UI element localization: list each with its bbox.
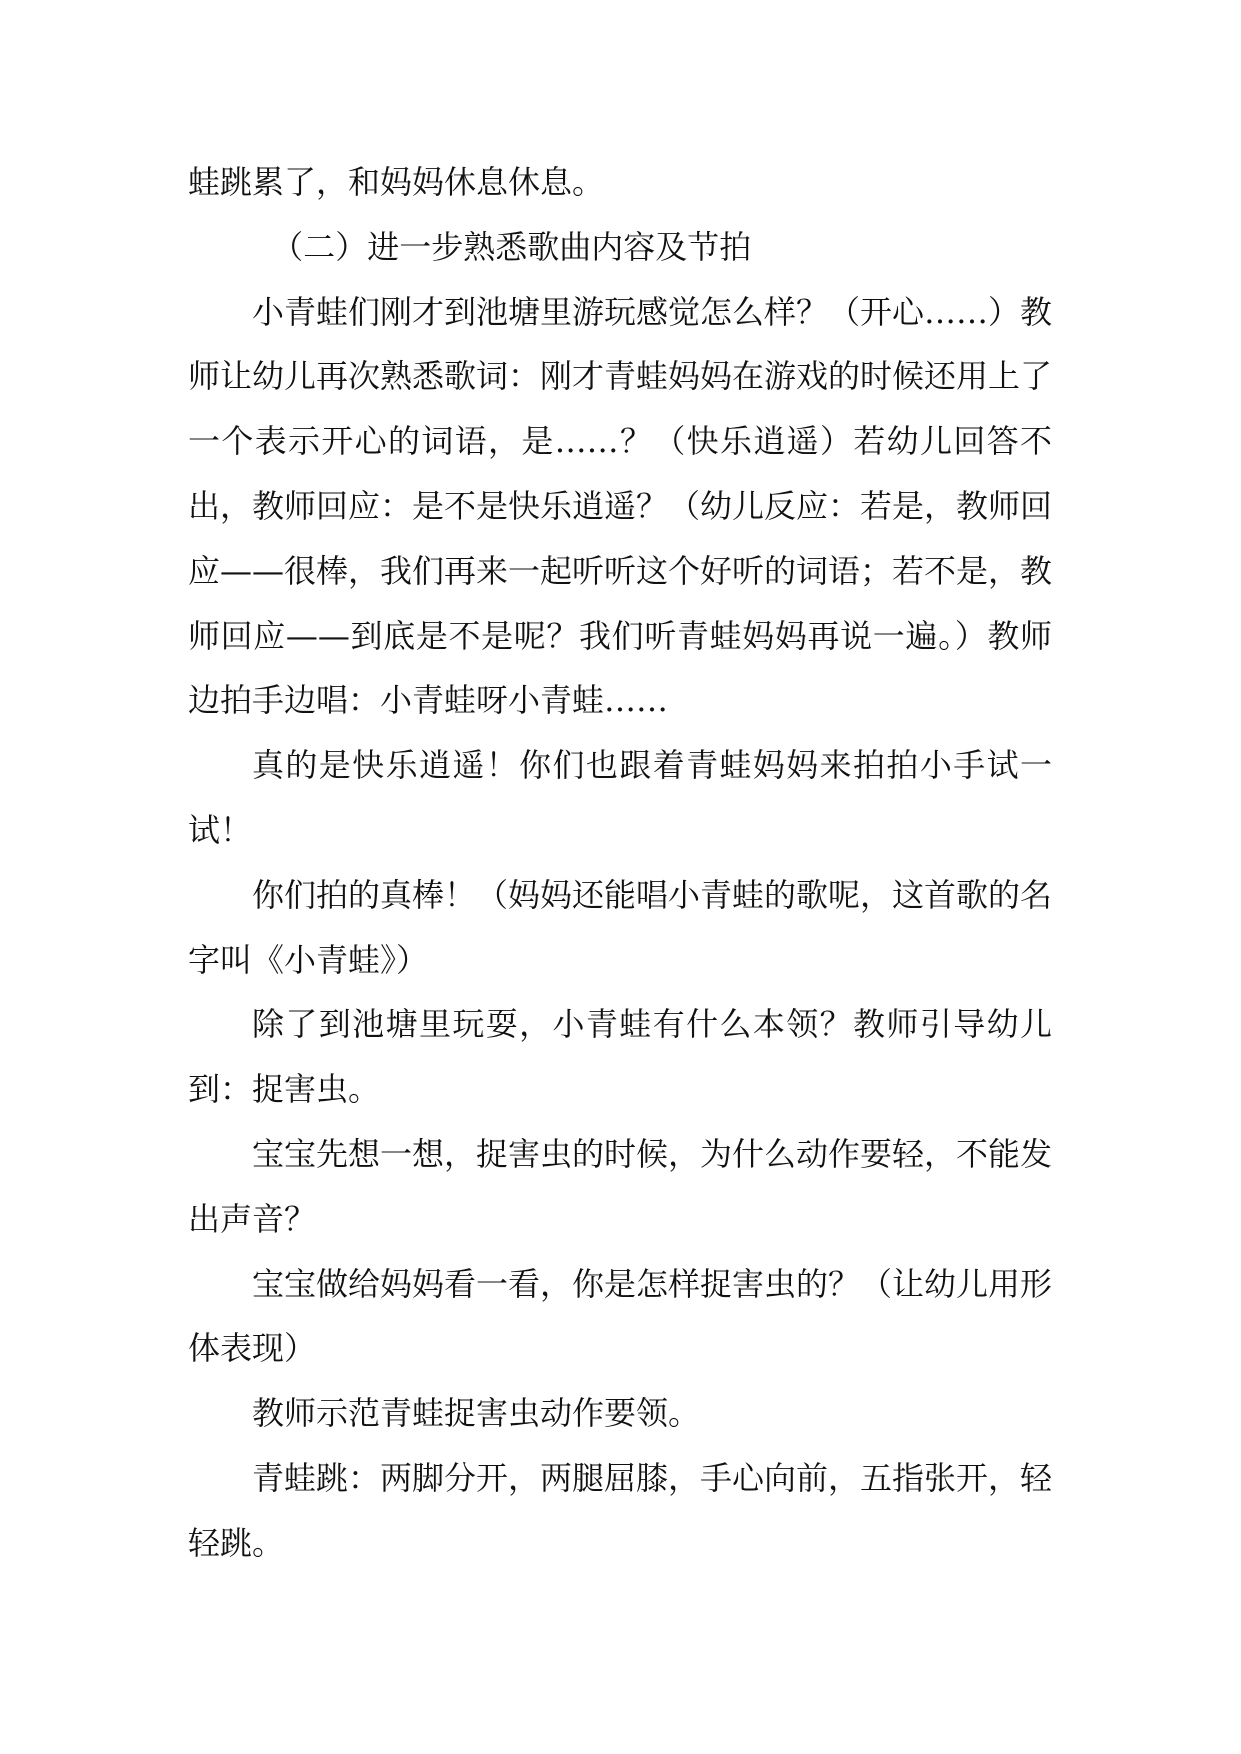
paragraph bbox=[188, 1122, 1052, 1252]
paragraph bbox=[188, 863, 1052, 993]
paragraph-continuation bbox=[188, 150, 1052, 215]
paragraph-text: 真的是快乐逍遥！你们也跟着青蛙妈妈来拍拍小手试一试！ bbox=[188, 746, 1052, 849]
paragraph bbox=[188, 733, 1052, 863]
paragraph bbox=[188, 1381, 1052, 1446]
paragraph bbox=[188, 280, 1052, 734]
paragraph-text: 宝宝先想一想，捉害虫的时候，为什么动作要轻，不能发出声音？ bbox=[188, 1134, 1053, 1238]
paragraph-text: 除了到池塘里玩耍，小青蛙有什么本领？教师引导幼儿到：捉害虫。 bbox=[188, 1005, 1052, 1109]
paragraph bbox=[188, 1252, 1052, 1382]
document-body bbox=[188, 150, 1052, 1576]
section-heading bbox=[188, 215, 1052, 280]
paragraph-text: 宝宝做给妈妈看一看，你是怎样捉害虫的？（让幼儿用形体表现） bbox=[188, 1264, 1053, 1368]
paragraph-text: 教师示范青蛙捉害虫动作要领。 bbox=[252, 1394, 701, 1433]
paragraph-text: 蛙跳累了，和妈妈休息休息。 bbox=[188, 163, 605, 201]
paragraph bbox=[188, 1446, 1052, 1576]
paragraph-text: 小青蛙们刚才到池塘里游玩感觉怎么样？（开心……）教师让幼儿再次熟悉歌词：刚才青蛙妈妈在游戏的时候还用上了一个表示开心的词语，是……？（快乐逍遥）若幼儿回答不出，教师回应：是不是快乐逍遥？（幼儿反应：若是，教师回应——很棒，我们再来一起听听这个好听的词语；若不是，教师回应——到底是不是呢？我们听青蛙妈妈再说一遍。）教师边拍手边唱：小青蛙呀小青蛙…… bbox=[188, 292, 1053, 720]
paragraph bbox=[188, 992, 1052, 1122]
paragraph-text: 你们拍的真棒！（妈妈还能唱小青蛙的歌呢，这首歌的名字叫《小青蛙》） bbox=[188, 875, 1053, 979]
paragraph-text: 青蛙跳：两脚分开，两腿屈膝，手心向前，五指张开，轻轻跳。 bbox=[188, 1458, 1053, 1562]
section-heading-text: （二）进一步熟悉歌曲内容及节拍 bbox=[271, 227, 752, 266]
